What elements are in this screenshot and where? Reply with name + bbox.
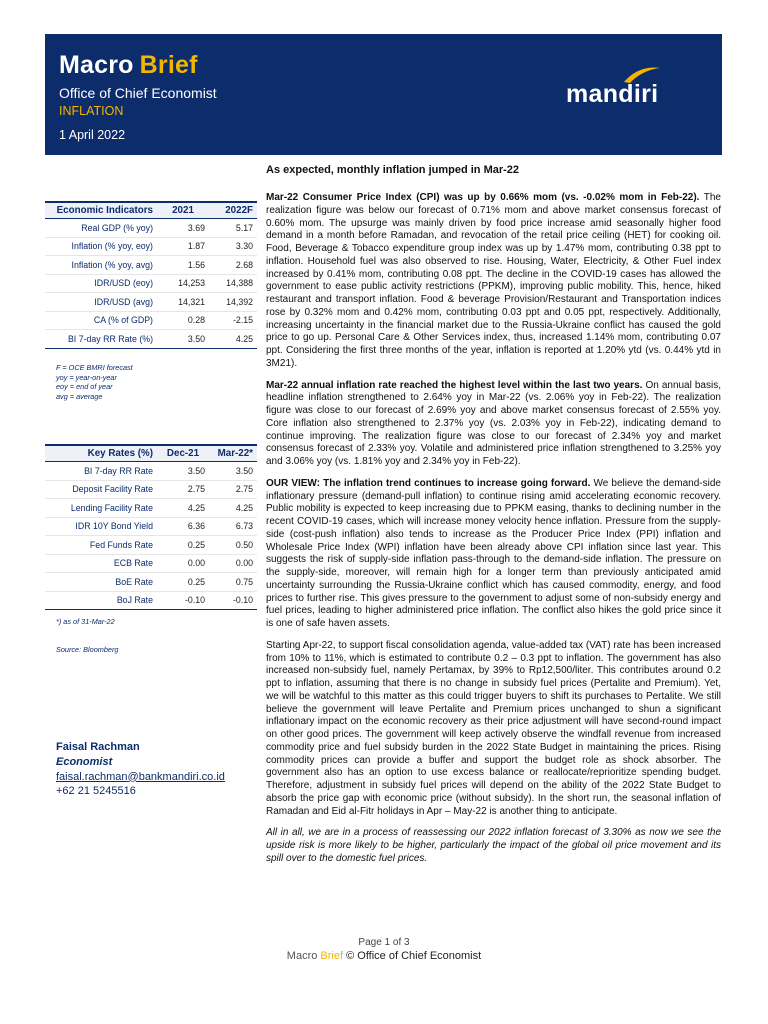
paragraph-cpi-monthly [266,192,721,371]
table-row [45,256,257,275]
rates-header-dec21: Dec-21 [157,445,209,462]
econ-row-value-1: 1.87 [157,237,209,256]
note-line: F = OCE BMRI forecast [56,363,133,372]
paragraph-lead: OUR VIEW: The inflation trend continues to increase going forward. [266,477,591,489]
table-row [45,311,257,330]
rates-row-value-2: 0.00 [209,554,257,573]
econ-row-value-1: 3.50 [157,330,209,349]
rates-row-label: ECB Rate [45,554,157,573]
econ-row-label: BI 7-day RR Rate (%) [45,330,157,349]
logo-wordmark: mandiri [566,80,659,108]
author-role: Economist [56,755,113,768]
econ-row-value-2: 5.17 [209,219,257,238]
rates-row-value-1: 2.75 [157,480,209,499]
table-row [45,462,257,481]
rates-row-value-1: 3.50 [157,462,209,481]
rates-row-label: Lending Facility Rate [45,499,157,518]
paragraph-lead: Mar-22 Consumer Price Index (CPI) was up by 0.66% mom (vs. -0.02% mom in Feb-22). [266,192,700,203]
rates-row-label: BoE Rate [45,573,157,592]
rates-row-label: Fed Funds Rate [45,536,157,555]
title-brief: Brief [139,51,198,79]
rates-note: *) as of 31-Mar-22 [56,617,115,626]
econ-row-value-1: 0.28 [157,311,209,330]
author-block [56,740,225,799]
table-row [45,274,257,293]
table-row [45,517,257,536]
paragraph-text: We believe the demand-side inflationary pressure (demand-pull inflation) to continue rising amid accelerating economic recovery. Public mobility is expected to keep increasing due to PPKM easing, thanks to declining number in the recent COVID-19 cases, which will increase money velocity hence inflation. Pressure from the supply-side (cost-push inflation) also tends to increase as the Producer Price Index (PPI) inflation and Wholesale Price Index (WPI) inflation have been already above CPI inflation since last year. This suggests the risk of supply-side inflation pass-through to the demand-side inflation. The pressure on the supply-side, moreover, will remain high for a longer term than previously anticipated amid uncertainty surrounding the Russia-Ukraine conflict which has caused commodity, energy, and food prices to further rise. This gives pressure to the government to adjust some of non-subsidy energy and fuel prices, leading to higher administered price inflation. The conflict also hikes the gold price since it is one of safe haven assets. [266,477,721,629]
table-row [45,499,257,518]
econ-row-label: IDR/USD (eoy) [45,274,157,293]
econ-row-value-2: 2.68 [209,256,257,275]
key-rates-table [45,444,257,610]
econ-row-label: Inflation (% yoy, eoy) [45,237,157,256]
report-title [59,51,198,80]
econ-notes [56,363,133,401]
footer-copyright: © Office of Chief Economist [346,950,482,962]
table-row [45,293,257,312]
report-date: 1 April 2022 [59,128,126,142]
econ-row-value-2: -2.15 [209,311,257,330]
author-email-link[interactable]: faisal.rachman@bankmandiri.co.id [56,770,225,783]
rates-row-value-2: 6.73 [209,517,257,536]
econ-row-value-2: 14,388 [209,274,257,293]
econ-row-label: IDR/USD (avg) [45,293,157,312]
econ-row-value-2: 4.25 [209,330,257,349]
table-row [45,480,257,499]
rates-row-label: IDR 10Y Bond Yield [45,517,157,536]
table-row [45,573,257,592]
econ-row-value-1: 3.69 [157,219,209,238]
rates-header-label: Key Rates (%) [45,445,157,462]
author-phone: +62 21 5245516 [56,785,136,798]
rates-row-value-1: 0.25 [157,536,209,555]
rates-row-value-2: 0.50 [209,536,257,555]
table-row [45,536,257,555]
paragraph-lead: Mar-22 annual inflation rate reached the highest level within the last two years. [266,379,643,391]
econ-row-value-2: 14,392 [209,293,257,312]
econ-row-value-1: 14,253 [157,274,209,293]
rates-row-label: BoJ Rate [45,591,157,610]
source-note: Source: Bloomberg [56,645,119,654]
footer-macro: Macro [286,950,318,962]
econ-header-2021: 2021 [157,202,209,219]
footer-brief: Brief [320,950,344,962]
paragraph-annual-inflation [266,380,721,469]
rates-row-value-2: -0.10 [209,591,257,610]
table-row [45,237,257,256]
paragraph-text: The realization figure was below our forecast of 0.71% mom and above market consensus forecast of 0.60% mom. The upsurge was mainly driven by food price increase amid seasonally higher food demand in a month before Ramadan, and revocation of the retail price ceiling (HET) for cooking oil. Food, Beverage & Tobacco expenditure group index was up by 1.47% mom, contributing 0.38 ppt to inflation. Household fuel was also observed to rise. Housing, Water, Electricity, & Other Fuel index increased by 0.41% mom, contributing 0.08 ppt. The decline in the COVID-19 cases has allowed the government to ease public activity restrictions (PPKM), improving public mobility. This, hence, hiked restaurant and transport inflation. Food & beverage Provision/Restaurant and Transportation indices rose by 0.32% mom and 0.42% mom, contributing 0.03 ppt and 0.05 ppt, respectively. Additionally, increasing uncertainty in the financial market due to the Russia-Ukraine conflict has caused the gold price to go up. Personal Care & Other Services index, thus, increased 1.14% mom, contributing 0.07 ppt. Considering the first three months of the year, inflation is reported at 1.20% ytd (vs. 0.44% ytd in 3M21). [266,192,721,369]
econ-row-value-2: 3.30 [209,237,257,256]
econ-row-value-1: 14,321 [157,293,209,312]
rates-row-value-1: 4.25 [157,499,209,518]
economic-indicators-table [45,201,257,349]
rates-row-label: BI 7-day RR Rate [45,462,157,481]
table-row [45,330,257,349]
article-body [266,192,721,875]
rates-header-mar22: Mar-22* [209,445,257,462]
footer-brand [0,950,768,962]
page-number: Page 1 of 3 [358,937,410,948]
rates-row-value-2: 0.75 [209,573,257,592]
rates-row-value-2: 3.50 [209,462,257,481]
paragraph-our-view [266,478,721,631]
note-line: avg = average [56,391,103,401]
rates-row-label: Deposit Facility Rate [45,480,157,499]
rates-row-value-2: 2.75 [209,480,257,499]
paragraph-conclusion: All in all, we are in a process of reassessing our 2022 inflation forecast of 3.30% as now we see the upside risk is more likely to be higher, particularly the impact of the global oil price movement and its spill over to the domestic fuel prices. [266,827,721,864]
paragraph-text: On annual basis, headline inflation strengthened to 2.64% yoy in Mar-22 (vs. 2.06% yoy in Feb-22). The realization figure was close to our forecast of 2.69% yoy and above market consensus forecast of 2.55% yoy. Core inflation also strengthened to 2.37% yoy (vs. 2.03% yoy in Feb-22), indicating demand to continue improving. The realization figure was close to our forecast of 2.34% yoy and market consensus forecast of 2.33% yoy. Volatile and administered price inflation strengthened to 3.25% yoy and 3.06% yoy (vs. 1.81% yoy and 2.34% yoy in Feb-22). [266,379,721,467]
note-line: eoy = end of year [56,382,113,391]
author-name: Faisal Rachman [56,741,140,753]
report-topic: INFLATION [59,104,124,118]
mandiri-logo [566,66,676,116]
econ-row-value-1: 1.56 [157,256,209,275]
report-header [45,34,722,155]
rates-row-value-1: 0.00 [157,554,209,573]
rates-row-value-2: 4.25 [209,499,257,518]
econ-row-label: Real GDP (% yoy) [45,219,157,238]
table-row [45,554,257,573]
table-row [45,219,257,238]
rates-row-value-1: 6.36 [157,517,209,536]
econ-header-2022f: 2022F [209,202,257,219]
rates-row-value-1: 0.25 [157,573,209,592]
title-macro: Macro [59,51,134,79]
paragraph-vat-fuel: Starting Apr-22, to support fiscal consolidation agenda, value-added tax (VAT) rate has been increased from 10% to 11%, which is estimated to contribute 0.2 – 0.3 ppt to inflation. The government has also increased non-subsidy fuel, namely Pertamax, by 39% to Rp12,500/liter. This contributes around 0.2 ppt to inflation, assuming that there is no change in subsidy fuel prices (Pertalite and Premium). Yet, we will be watchful to this matter as this could trigger buyers to shift its purchases to Pertalite. We still believe the government will leave Pertalite and Premium prices unchanged to shun a significant inflationary impact on the economic recovery as their price adjustment will have second-round impact on other good prices. The government will keep actively observe the windfall revenue from increased commodity price and fuel subsidy burden in the 2022 State Budget in maintaining the prices. Rising commodity prices can provide a buffer and support the budget role as shock absorber. The government also has an option to use excess balance or reallocate/reprioritize spending budget. Therefore, adjustment in subsidy fuel prices will depend on the ability of the 2022 State Budget to absorb the price gap with economic price (without subsidy). In the short run, the seasonal inflation of Ramadan and Eid al-Fitr holidays in Apr – May-22 is another thing to anticipate. [266,639,721,817]
econ-header-label: Economic Indicators [45,202,157,219]
office-name: Office of Chief Economist [59,85,217,101]
table-row [45,591,257,610]
headline: As expected, monthly inflation jumped in Mar-22 [266,164,520,176]
note-line: yoy = year-on-year [56,372,117,382]
econ-row-label: CA (% of GDP) [45,311,157,330]
econ-row-label: Inflation (% yoy, avg) [45,256,157,275]
rates-row-value-1: -0.10 [157,591,209,610]
